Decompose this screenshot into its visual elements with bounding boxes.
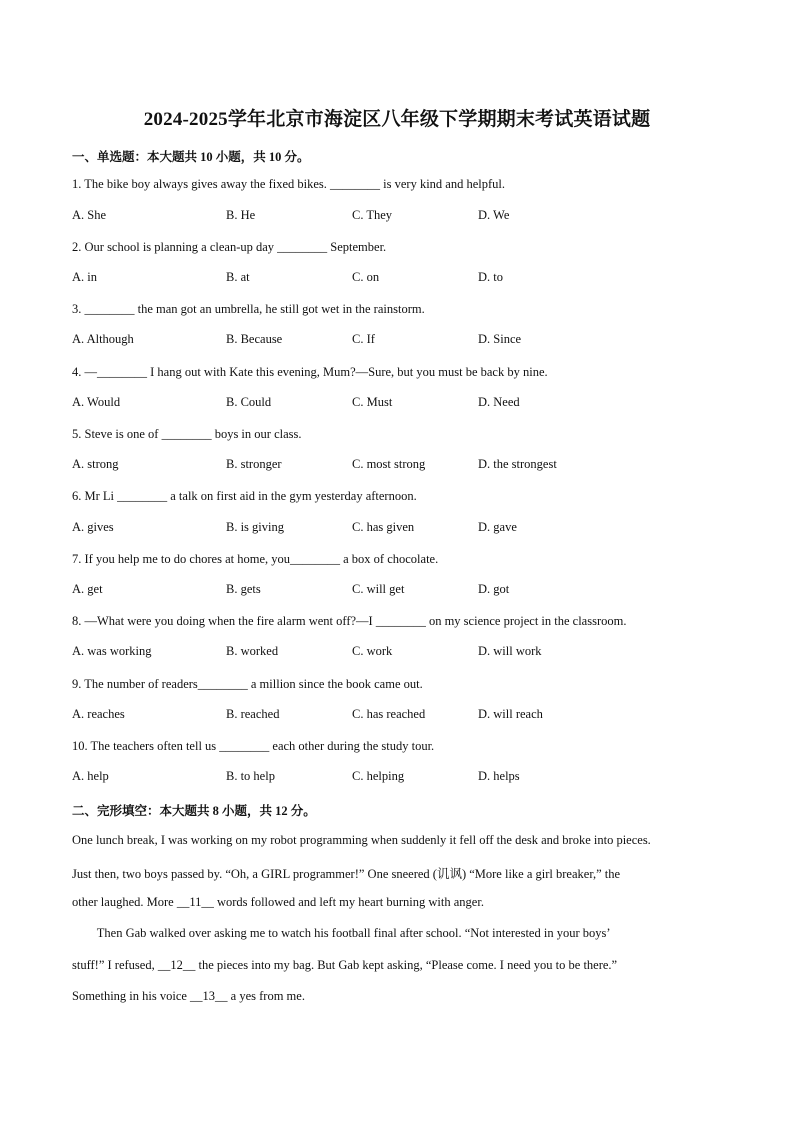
option-a[interactable]: A. in — [72, 270, 97, 284]
option-d[interactable]: D. to — [478, 270, 503, 284]
question-5: 5. Steve is one of ________ boys in our class. — [72, 427, 302, 441]
question-3-options — [0, 332, 794, 350]
question-5-options — [0, 457, 794, 475]
option-a[interactable]: A. strong — [72, 457, 119, 471]
option-c[interactable]: C. has reached — [352, 707, 426, 721]
option-b[interactable]: B. gets — [226, 582, 261, 596]
option-c[interactable]: C. most strong — [352, 457, 426, 471]
passage-line-5: stuff!” I refused, __12__ the pieces into my bag. But Gab kept asking, “Please come. I need you to be there.” — [72, 958, 618, 972]
option-d[interactable]: D. the strongest — [478, 457, 557, 471]
option-b[interactable]: B. to help — [226, 769, 275, 783]
question-4: 4. —________ I hang out with Kate this evening, Mum?—Sure, but you must be back by nine. — [72, 365, 548, 379]
option-d[interactable]: D. got — [478, 582, 510, 596]
option-b[interactable]: B. stronger — [226, 457, 282, 471]
section-heading-single-choice: 一、单选题：本大题共 10 小题，共 10 分。 — [72, 150, 310, 164]
page-title: 2024-2025学年北京市海淀区八年级下学期期末考试英语试题 — [143, 109, 651, 130]
option-b[interactable]: B. He — [226, 208, 256, 222]
option-d[interactable]: D. We — [478, 208, 510, 222]
option-a[interactable]: A. Although — [72, 332, 134, 346]
option-a[interactable]: A. reaches — [72, 707, 125, 721]
option-a[interactable]: A. Would — [72, 395, 121, 409]
option-b[interactable]: B. Because — [226, 332, 283, 346]
option-b[interactable]: B. at — [226, 270, 250, 284]
option-d[interactable]: D. helps — [478, 769, 520, 783]
option-a[interactable]: A. She — [72, 208, 107, 222]
question-3: 3. ________ the man got an umbrella, he still got wet in the rainstorm. — [72, 302, 425, 316]
question-2: 2. Our school is planning a clean-up day ________ September. — [72, 240, 387, 254]
option-c[interactable]: C. has given — [352, 520, 415, 534]
passage-line-4: Then Gab walked over asking me to watch his football final after school. “Not interested in your boys’ — [72, 926, 611, 940]
option-d[interactable]: D. will work — [478, 644, 542, 658]
option-a[interactable]: A. get — [72, 582, 103, 596]
option-b[interactable]: B. worked — [226, 644, 279, 658]
passage-line-2: Just then, two boys passed by. “Oh, a GIRL programmer!” One sneered (讥讽) “More like a girl breaker,” the — [72, 867, 621, 881]
question-8-options — [0, 644, 794, 662]
option-c[interactable]: C. Must — [352, 395, 393, 409]
option-c[interactable]: C. helping — [352, 769, 405, 783]
passage-line-1: One lunch break, I was working on my robot programming when suddenly it fell off the desk and broke into pieces. — [72, 833, 651, 847]
passage-line-6: Something in his voice __13__ a yes from me. — [72, 989, 305, 1003]
question-9-options — [0, 707, 794, 725]
option-c[interactable]: C. work — [352, 644, 393, 658]
option-a[interactable]: A. help — [72, 769, 109, 783]
option-c[interactable]: C. If — [352, 332, 375, 346]
option-c[interactable]: C. They — [352, 208, 393, 222]
option-c[interactable]: C. will get — [352, 582, 405, 596]
option-d[interactable]: D. will reach — [478, 707, 543, 721]
option-d[interactable]: D. Need — [478, 395, 520, 409]
option-d[interactable]: D. Since — [478, 332, 522, 346]
question-10: 10. The teachers often tell us ________ each other during the study tour. — [72, 739, 435, 753]
question-8: 8. —What were you doing when the fire alarm went off?—I ________ on my science project in the classroom. — [72, 614, 627, 628]
option-d[interactable]: D. gave — [478, 520, 517, 534]
question-1-options — [0, 208, 794, 226]
question-10-options — [0, 769, 794, 787]
option-b[interactable]: B. Could — [226, 395, 272, 409]
option-a[interactable]: A. gives — [72, 520, 114, 534]
question-7-options — [0, 582, 794, 600]
question-2-options — [0, 270, 794, 288]
option-a[interactable]: A. was working — [72, 644, 152, 658]
question-6: 6. Mr Li ________ a talk on first aid in the gym yesterday afternoon. — [72, 489, 417, 503]
question-9: 9. The number of readers________ a million since the book came out. — [72, 677, 423, 691]
option-b[interactable]: B. reached — [226, 707, 280, 721]
question-4-options — [0, 395, 794, 413]
question-7: 7. If you help me to do chores at home, you________ a box of chocolate. — [72, 552, 439, 566]
question-1: 1. The bike boy always gives away the fixed bikes. ________ is very kind and helpful. — [72, 177, 506, 191]
option-c[interactable]: C. on — [352, 270, 380, 284]
passage-line-3: other laughed. More __11__ words followed and left my heart burning with anger. — [72, 895, 484, 909]
option-b[interactable]: B. is giving — [226, 520, 284, 534]
question-6-options — [0, 520, 794, 538]
section-heading-cloze: 二、完形填空：本大题共 8 小题，共 12 分。 — [72, 804, 316, 818]
